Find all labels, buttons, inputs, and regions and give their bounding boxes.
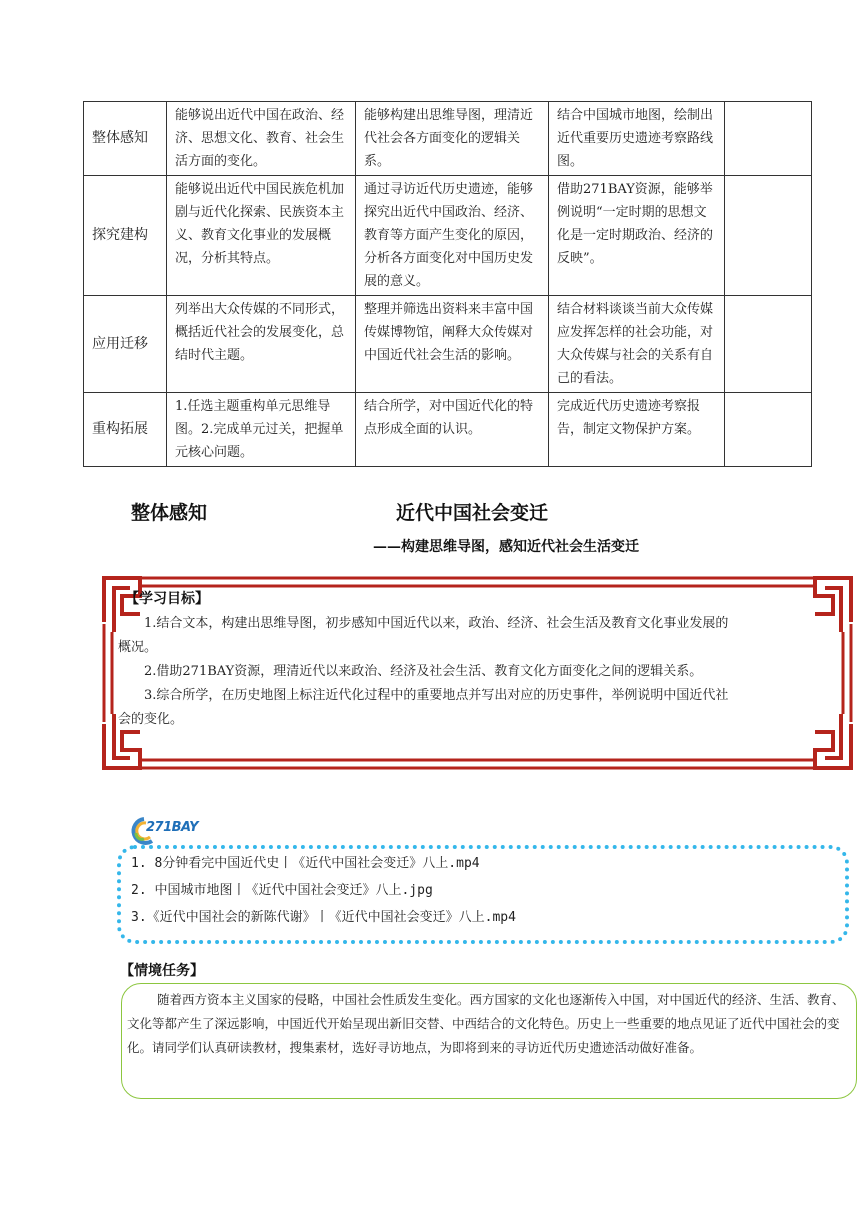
section-label: 整体感知: [131, 502, 208, 524]
page-subtitle: ——构建思维导图，感知近代社会生活变迁: [373, 539, 639, 555]
table-cell: 结合所学，对中国近代化的特点形成全面的认识。: [356, 393, 549, 467]
table-cell-empty: [725, 176, 812, 296]
dimension-cell: 应用迁移: [84, 296, 167, 393]
table-cell-empty: [725, 296, 812, 393]
bay-logo-text: 271BAY: [146, 820, 199, 835]
table-row: [84, 176, 812, 296]
table-row: [84, 296, 812, 393]
table-cell: 能够说出近代中国民族危机加剧与近代化探索、民族资本主义、教育文化事业的发展概况，分析其特点。: [167, 176, 356, 296]
resource-link[interactable]: 2. 中国城市地图丨《近代中国社会变迁》八上.jpg: [131, 883, 433, 898]
objective-item: 1.结合文本，构建出思维导图，初步感知中国近代以来，政治、经济、社会生活及教育文化事业发展的概况。: [118, 616, 729, 655]
task-title: 【情境任务】: [120, 963, 204, 979]
table-cell: 借助271BAY资源，能够举例说明“一定时期的思想文化是一定时期政治、经济的反映”。: [549, 176, 725, 296]
table-cell: 1.任选主题重构单元思维导图。2.完成单元过关，把握单元核心问题。: [167, 393, 356, 467]
table-cell: 整理并筛选出资料来丰富中国传媒博物馆，阐释大众传媒对中国近代社会生活的影响。: [356, 296, 549, 393]
table-cell-empty: [725, 393, 812, 467]
objective-item: 3.综合所学，在历史地图上标注近代化过程中的重要地点并写出对应的历史事件，举例说明中国近代社会的变化。: [118, 688, 729, 727]
table-cell: 结合材料谈谈当前大众传媒应发挥怎样的社会功能，对大众传媒与社会的关系有自己的看法。: [549, 296, 725, 393]
objectives-title: 【学习目标】: [125, 591, 209, 607]
resource-list: [131, 850, 516, 931]
table-cell-empty: [725, 102, 812, 176]
resource-link[interactable]: 1. 8分钟看完中国近代史丨《近代中国社会变迁》八上.mp4: [131, 856, 480, 871]
dimension-cell: 整体感知: [84, 102, 167, 176]
table-cell: 能够构建出思维导图，理清近代社会各方面变化的逻辑关系。: [356, 102, 549, 176]
objective-item: 2.借助271BAY资源，理清近代以来政治、经济及社会生活、教育文化方面变化之间的逻辑关系。: [144, 664, 703, 679]
table-cell: 通过寻访近代历史遗迹，能够探究出近代中国政治、经济、教育等方面产生变化的原因，分析各方面变化对中国历史发展的意义。: [356, 176, 549, 296]
goals-table: [83, 101, 812, 467]
table-cell: 结合中国城市地图，绘制出近代重要历史遗迹考察路线图。: [549, 102, 725, 176]
table-cell: 完成近代历史遗迹考察报告，制定文物保护方案。: [549, 393, 725, 467]
table-cell: 列举出大众传媒的不同形式，概括近代社会的发展变化，总结时代主题。: [167, 296, 356, 393]
resource-link[interactable]: 3.《近代中国社会的新陈代谢》丨《近代中国社会变迁》八上.mp4: [131, 910, 516, 925]
dimension-cell: 探究建构: [84, 176, 167, 296]
table-cell: 能够说出近代中国在政治、经济、思想文化、教育、社会生活方面的变化。: [167, 102, 356, 176]
page-title: 近代中国社会变迁: [396, 502, 549, 524]
table-row: [84, 102, 812, 176]
objectives-list: [118, 612, 738, 732]
table-row: [84, 393, 812, 467]
task-text: 随着西方资本主义国家的侵略，中国社会性质发生变化。西方国家的文化也逐渐传入中国，对中国近代的经济、生活、教育、文化等都产生了深远影响，中国近代开始呈现出新旧交替、中西结合的文化特色。历史上一些重要的地点见证了近代中国社会的变化。请同学们认真研读教材，搜集素材，选好寻访地点，为即将到来的寻访近代历史遗迹活动做好准备。: [127, 992, 845, 1055]
dimension-cell: 重构拓展: [84, 393, 167, 467]
